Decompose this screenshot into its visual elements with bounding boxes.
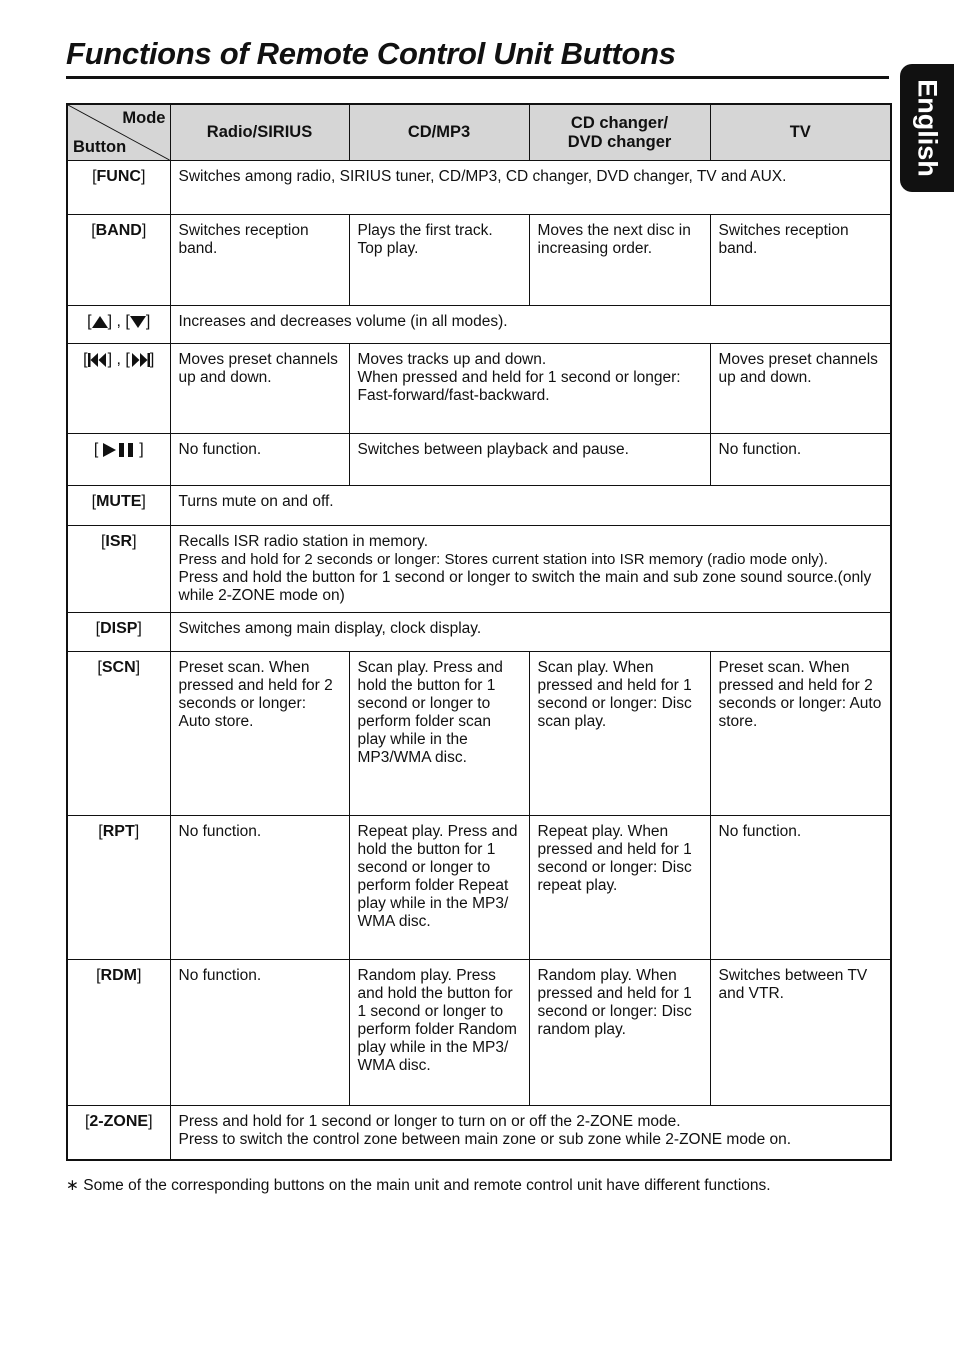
button-volume: [ ] , [ ] [67,306,170,344]
rdm-tv: Switches between TV and VTR. [710,960,891,1106]
button-header-label: Button [73,138,127,156]
page-title: Functions of Remote Control Unit Buttons [66,36,676,71]
rpt-tv: No function. [710,816,891,960]
skip-cd-changer [349,344,710,434]
footnote: ∗ Some of the corresponding buttons on the main unit and remote control unit have different functions. [66,1177,771,1194]
zone-desc [170,1106,891,1160]
mode-header-label: Mode [122,109,166,127]
row-mute [67,486,891,526]
row-isr [67,526,891,613]
play-cd-changer: Switches between playback and pause. [349,434,710,486]
button-2zone: [2-ZONE] [67,1106,170,1160]
band-radio: Switches reception band. [170,215,349,306]
row-skip [67,344,891,434]
rdm-cd: Random play. Press and hold the button for 1 second or longer to perform folder Random play while in the MP3/ WMA disc. [349,960,529,1106]
mode-button-header [67,104,170,161]
play-pause-icon [103,443,135,457]
button-skip: [ ] , [ ] [67,344,170,434]
row-func [67,161,891,215]
row-play [67,434,891,486]
skip-cd-line1: Moves tracks up and down. [357,351,547,368]
header-row [67,104,891,161]
volume-desc: Increases and decreases volume (in all modes). [170,306,891,344]
band-cd: Plays the first track. Top play. [349,215,529,306]
zone-line2: Press to switch the control zone between main zone or sub zone while 2-ZONE mode on. [178,1131,792,1148]
header-changer [529,104,710,161]
func-desc: Switches among radio, SIRIUS tuner, CD/MP3, CD changer, DVD changer, TV and AUX. [170,161,891,215]
header-changer-line2: DVD changer [567,132,672,151]
button-rpt: [RPT] [67,816,170,960]
play-tv: No function. [710,434,891,486]
row-rpt [67,816,891,960]
skip-radio: Moves preset channels up and down. [170,344,349,434]
disp-desc: Switches among main display, clock display. [170,613,891,652]
button-scn: [SCN] [67,652,170,816]
skip-cd-line3: Fast-forward/fast-backward. [357,387,550,404]
rdm-changer: Random play. When pressed and held for 1 second or longer: Disc random play. [529,960,710,1106]
language-tab-label: English [912,79,943,177]
row-rdm [67,960,891,1106]
isr-desc [170,526,891,613]
scn-tv: Preset scan. When pressed and held for 2 seconds or longer: Auto store. [710,652,891,816]
rpt-changer: Repeat play. When pressed and held for 1 second or longer: Disc repeat play. [529,816,710,960]
skip-forward-icon [130,353,150,367]
header-tv: TV [710,104,891,161]
isr-line3: Press and hold the button for 1 second or longer to switch the main and sub zone sound source.(only while 2-ZONE mode on) [178,569,872,604]
button-isr: [ISR] [67,526,170,613]
isr-line2: Press and hold for 2 seconds or longer: Stores current station into ISR memory (radio mode only). [178,551,828,568]
skip-separator: , [112,351,126,368]
row-scn [67,652,891,816]
volume-separator: , [112,313,126,330]
up-triangle-icon [92,316,108,328]
down-triangle-icon [130,316,146,328]
zone-line1: Press and hold for 1 second or longer to turn on or off the 2-ZONE mode. [178,1113,681,1130]
title-rule [66,76,889,79]
functions-table [66,103,892,1161]
play-radio: No function. [170,434,349,486]
isr-line1: Recalls ISR radio station in memory. [178,533,429,550]
skip-tv: Moves preset channels up and down. [710,344,891,434]
rpt-cd: Repeat play. Press and hold the button for 1 second or longer to perform folder Repeat play while in the MP3/ WMA disc. [349,816,529,960]
scn-changer: Scan play. When pressed and held for 1 second or longer: Disc scan play. [529,652,710,816]
band-tv: Switches reception band. [710,215,891,306]
button-disp: [DISP] [67,613,170,652]
rdm-radio: No function. [170,960,349,1106]
skip-back-icon [88,353,108,367]
button-rdm: [RDM] [67,960,170,1106]
skip-cd-line2: When pressed and held for 1 second or longer: [357,369,681,386]
button-band: [BAND] [67,215,170,306]
header-changer-line1: CD changer/ [570,113,669,132]
language-tab [900,64,954,192]
button-play-pause: [ ] [67,434,170,486]
header-cd: CD/MP3 [349,104,529,161]
row-disp [67,613,891,652]
button-func: [FUNC] [67,161,170,215]
rpt-radio: No function. [170,816,349,960]
scn-cd: Scan play. Press and hold the button for 1 second or longer to perform folder scan play while in the MP3/WMA disc. [349,652,529,816]
scn-radio: Preset scan. When pressed and held for 2 seconds or longer: Auto store. [170,652,349,816]
band-changer: Moves the next disc in increasing order. [529,215,710,306]
button-mute: [MUTE] [67,486,170,526]
row-band [67,215,891,306]
mute-desc: Turns mute on and off. [170,486,891,526]
header-radio: Radio/SIRIUS [170,104,349,161]
row-volume [67,306,891,344]
row-2zone [67,1106,891,1160]
